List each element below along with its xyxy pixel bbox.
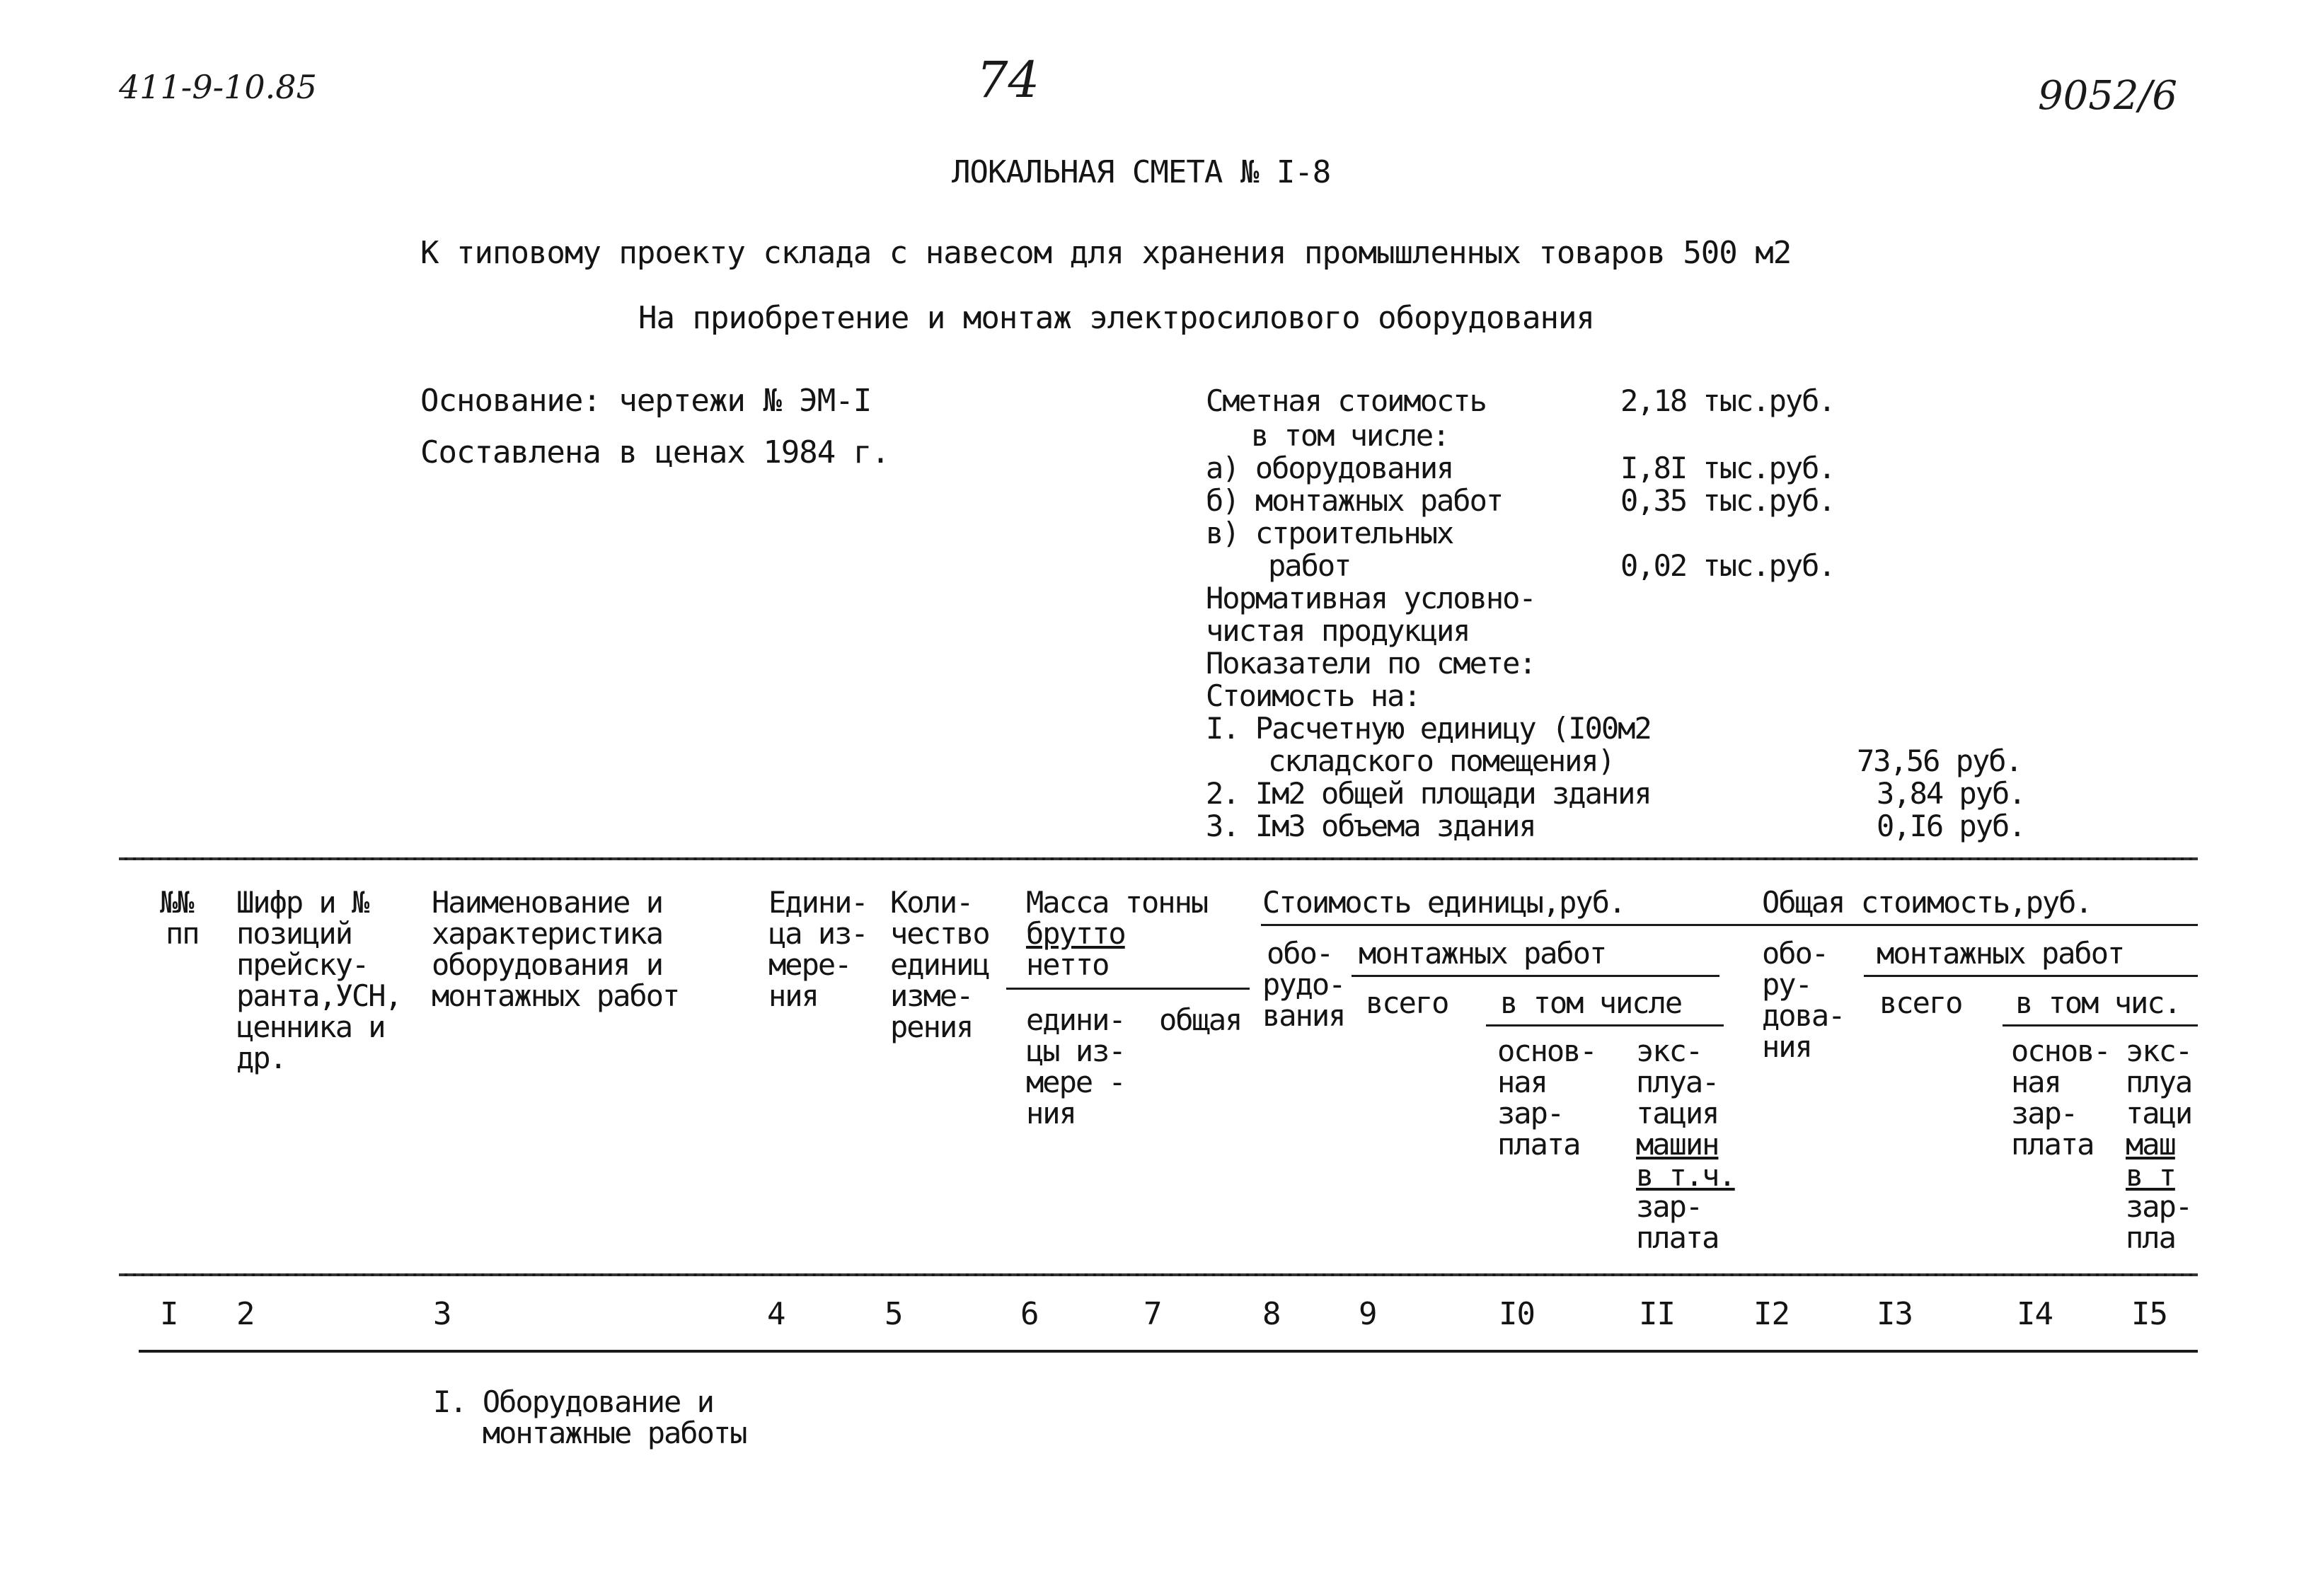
vtom2-rule [2003,1024,2198,1027]
total-vtch-2: пла [2126,1220,2175,1255]
total-vtch-1: зар- [2126,1189,2192,1224]
total-equip-1: ру- [1762,967,1811,1002]
indicator-3: 3. Iм3 объема здания [1206,809,1535,843]
col3-header-1: характеристика [432,916,663,951]
col-number: I [160,1296,178,1332]
indicator-1a: I. Расчетную единицу (I00м2 [1206,711,1651,746]
col2-header-4: ценника и [236,1010,385,1044]
col2-header-3: ранта,УСН, [236,978,401,1013]
page-number: 74 [976,51,1040,109]
unit-expl-1: плуа- [1636,1065,1719,1099]
total-osn-0: основ- [2011,1034,2110,1068]
col-number: 5 [885,1296,903,1332]
total-vtom: в том чис. [2015,985,2180,1020]
unit-cost-rule [1261,924,2198,926]
col5-header-1: чество [890,916,989,951]
unit-expl-2: тация [1636,1096,1719,1130]
mass-unit-1: цы из- [1026,1034,1125,1068]
unit-vtch-1: зар- [1636,1189,1702,1224]
col-number: I0 [1499,1296,1535,1332]
unit-equip-1: рудо- [1262,967,1345,1002]
total-equip-2: дова- [1762,998,1845,1033]
col-number: 6 [1020,1296,1039,1332]
unit-vtom: в том числе [1500,985,1682,1020]
unit-osn-0: основ- [1497,1034,1596,1068]
total-osn-2: зар- [2011,1096,2078,1130]
col2-header-2: прейску- [236,947,369,982]
total-vtch-0: в т [2126,1158,2175,1193]
mass-unit-2: мере - [1026,1065,1125,1099]
total-mont-header: монтажных работ [1877,936,2124,971]
col4-header-1: ца из- [768,916,868,951]
col3-header-2: оборудования и [432,947,663,982]
mass-total: общая [1159,1002,1242,1037]
mont2-rule [1864,975,2198,977]
total-equip-0: обо- [1762,936,1828,971]
summary-norm1: Нормативная условно- [1206,581,1535,615]
col-number: 7 [1143,1296,1162,1332]
col2-header-0: Шифр и № [236,885,369,920]
summary-equip-label: а) оборудования [1206,451,1453,485]
mass-unit-3: ния [1026,1096,1076,1130]
col2-header-1: позиций [236,916,352,951]
summary-cost-label: Сметная стоимость [1206,383,1486,418]
total-equip-3: ния [1762,1029,1811,1064]
summary-constr-label: в) строительных [1206,516,1453,550]
subtitle-project: К типовому проекту склада с навесом для хранения промышленных товаров 500 м2 [420,235,1792,271]
mass-brutto: брутто [1026,916,1125,951]
mass-unit-0: едини- [1026,1002,1125,1037]
col5-header-0: Коли- [890,885,973,920]
mont-rule [1352,975,1719,977]
col4-header-2: мере- [768,947,851,982]
col3-header-3: монтажных работ [432,978,679,1013]
unit-expl-3: машин [1636,1127,1719,1162]
mass-rule [1006,988,1250,990]
indicator-2-value: 3,84 руб. [1877,776,2025,811]
summary-constr-value: 0,02 тыс.руб. [1620,548,1835,583]
indicator-3-value: 0,I6 руб. [1877,809,2025,843]
indicator-2: 2. Iм2 общей площади здания [1206,776,1651,811]
unit-osn-3: плата [1497,1127,1580,1162]
unit-expl-0: экс- [1636,1034,1702,1068]
unit-vtch-0: в т.ч. [1636,1158,1735,1193]
archive-number: 9052/6 [2038,73,2178,119]
indicator-1b: складского помещения) [1268,744,1615,778]
summary-mont-value: 0,35 тыс.руб. [1620,483,1835,518]
col1-header-2: пп [166,916,199,951]
col-number: I2 [1753,1296,1790,1332]
col5-header-2: единиц [890,947,989,982]
col2-header-5: др. [236,1041,286,1075]
summary-incl: в том числе: [1251,418,1449,453]
col-number: 8 [1262,1296,1281,1332]
unit-equip-0: обо- [1267,936,1333,971]
col-number: 9 [1359,1296,1377,1332]
total-expl-3: маш [2126,1127,2175,1162]
col5-header-4: рения [890,1010,973,1044]
mass-header: Масса тонны [1026,885,1208,920]
col4-header-0: Едини- [768,885,868,920]
section-heading: I. Оборудование и [433,1384,713,1419]
total-osn-3: плата [2011,1127,2094,1162]
summary-mont-label: б) монтажных работ [1206,483,1503,518]
summary-equip-value: I,8I тыс.руб. [1620,451,1835,485]
summary-norm2: чистая продукция [1206,613,1470,648]
total-expl-1: плуа [2126,1065,2192,1099]
col-number: I5 [2131,1296,2167,1332]
col-number: 3 [433,1296,451,1332]
summary-constr-label2: работ [1268,548,1351,583]
subtitle-scope: На приобретение и монтаж электросилового оборудования [638,300,1594,336]
col1-header: №№ [160,885,193,920]
page-title: ЛОКАЛЬНАЯ СМЕТА № I-8 [952,154,1331,190]
mass-netto: нетто [1026,947,1109,982]
total-vsego: всего [1879,985,1962,1020]
unit-equip-2: вания [1262,998,1345,1033]
section-heading-2: монтажные работы [433,1416,747,1450]
unit-osn-1: ная [1497,1065,1547,1099]
col4-header-3: ния [768,978,818,1013]
summary-cost-value: 2,18 тыс.руб. [1620,383,1835,418]
unit-mont-header: монтажных работ [1359,936,1606,971]
indicator-1-value: 73,56 руб. [1857,744,2022,778]
colnum-bottom-rule [139,1350,2198,1353]
summary-cost-on: Стоимость на: [1206,678,1420,713]
project-code: 411-9-10.85 [119,68,317,106]
col3-header-0: Наименование и [432,885,663,920]
table-top-rule [119,857,2198,860]
total-expl-0: экс- [2126,1034,2192,1068]
total-osn-1: ная [2011,1065,2061,1099]
col-number: 4 [767,1296,785,1332]
vtom-rule [1486,1024,1724,1027]
header-bottom-rule [119,1273,2198,1276]
unit-vtch-2: плата [1636,1220,1719,1255]
col5-header-3: изме- [890,978,973,1013]
unit-cost-header: Стоимость единицы,руб. [1262,885,1625,920]
total-cost-header: Общая стоимость,руб. [1762,885,2092,920]
total-expl-2: таци [2126,1096,2192,1130]
col-number: II [1639,1296,1675,1332]
col-number: I4 [2017,1296,2053,1332]
col-number: I3 [1877,1296,1913,1332]
unit-osn-2: зар- [1497,1096,1564,1130]
unit-vsego: всего [1366,985,1448,1020]
basis-text: Основание: чертежи № ЭМ-I [420,383,872,419]
prices-text: Составлена в ценах 1984 г. [420,434,889,470]
col-number: 2 [236,1296,255,1332]
summary-indicators: Показатели по смете: [1206,646,1535,681]
